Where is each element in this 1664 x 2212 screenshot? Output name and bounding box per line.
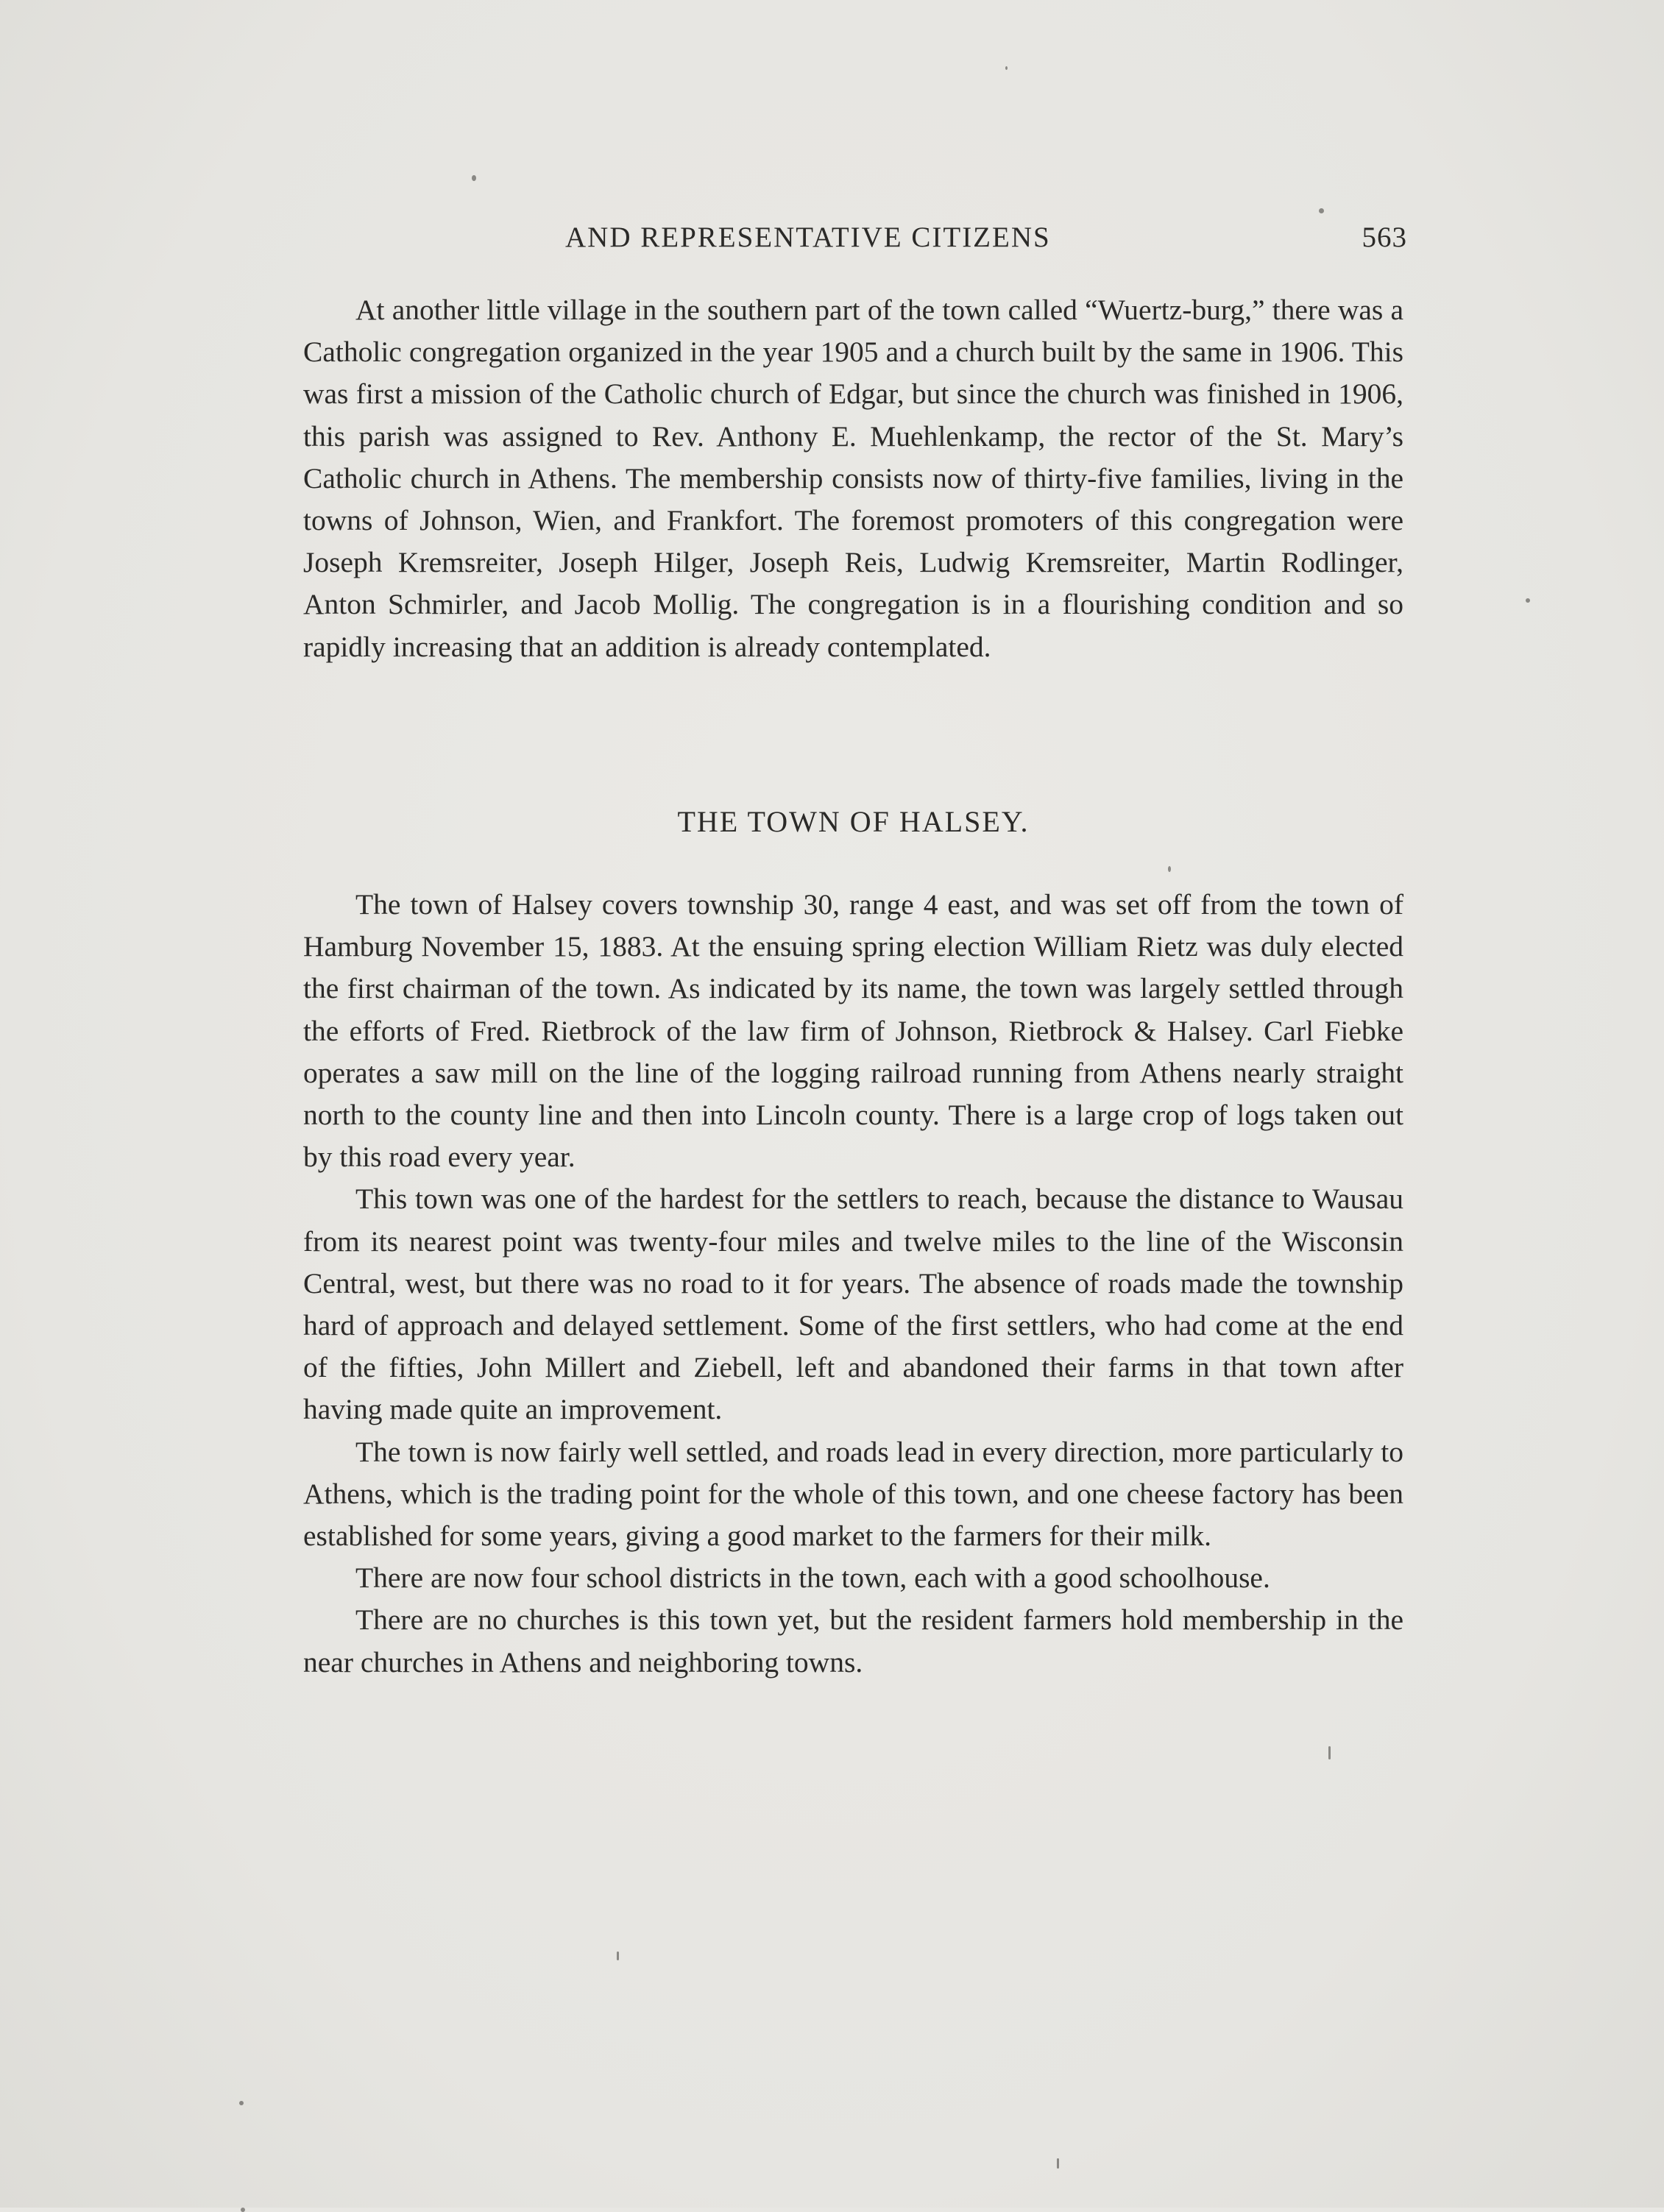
paper-speck: [1057, 2158, 1059, 2169]
paragraph: The town of Halsey covers township 30, range 4 east, and was set off from the town of Hamburg November 15, 1883. At the ensuing spring election William Rietz was duly elected the first chairman of the town. As indicated by its name, the town was largely settled through the efforts of Fred. Rietbrock of the law firm of Johnson, Rietbrock & Halsey. Carl Fiebke operates a saw mill on the line of the logging railroad running from Athens nearly straight north to the county line and then into Lincoln county. There is a large crop of logs taken out by this road every year.: [303, 888, 1403, 1174]
paragraph: There are no churches is this town yet, but the resident farmers hold membership in the near churches in Athens and neighboring towns.: [303, 1603, 1403, 1679]
paper-speck: [1168, 866, 1171, 872]
paragraph: The town is now fairly well settled, and roads lead in every direction, more particularly to Athens, which is the trading point for the whole of this town, and one cheese factory has been established for some years, giving a good market to the farmers for their milk.: [303, 1435, 1403, 1553]
paragraph: This town was one of the hardest for the settlers to reach, because the distance to Wausau from its nearest point was twenty-four miles and twelve miles to the line of the Wisconsin Central, west, but there was no road to it for years. The absence of roads made the township hard of approach and delayed settlement. Some of the first settlers, who had come at the end of the fifties, John Millert and Ziebell, left and abandoned their farms in that town after having made quite an improvement.: [303, 1183, 1403, 1426]
paper-speck: [617, 1952, 619, 1960]
wuertzburg-congregation-section: [303, 289, 1403, 668]
running-title: AND REPRESENTATIVE CITIZENS: [565, 221, 1051, 253]
paper-speck: [1328, 1746, 1331, 1759]
paper-speck: [472, 175, 476, 181]
paper-speck: [1526, 598, 1530, 603]
section-heading: THE TOWN OF HALSEY.: [677, 805, 1030, 838]
town-of-halsey-section: [303, 884, 1403, 1684]
running-head: [303, 221, 1407, 265]
paper-speck: [241, 2208, 245, 2212]
paper-speck: [1319, 208, 1324, 213]
page-number: 563: [1362, 221, 1407, 253]
paper-speck: [1005, 66, 1008, 70]
paragraph: There are now four school districts in the town, each with a good schoolhouse.: [355, 1561, 1270, 1595]
paper-speck: [239, 2101, 244, 2105]
paragraph: At another little village in the southern part of the town called “Wuertz-burg,” there was a Catholic congregation organized in the year 1905 and a church built by the same in 1906. This was first a mission of the Catholic church of Edgar, but since the church was finished in 1906, this parish was assigned to Rev. Anthony E. Muehlenkamp, the rector of the St. Mary’s Catholic church in Athens. The membership consists now of thirty-five families, living in the towns of Johnson, Wien, and Frankfort. The foremost promoters of this congregation were Joseph Kremsreiter, Joseph Hilger, Joseph Reis, Ludwig Kremsreiter, Martin Rodlinger, Anton Schmirler, and Jacob Mollig. The congregation is in a flourishing condition and so rapidly increasing that an addition is already contemplated.: [303, 294, 1403, 663]
